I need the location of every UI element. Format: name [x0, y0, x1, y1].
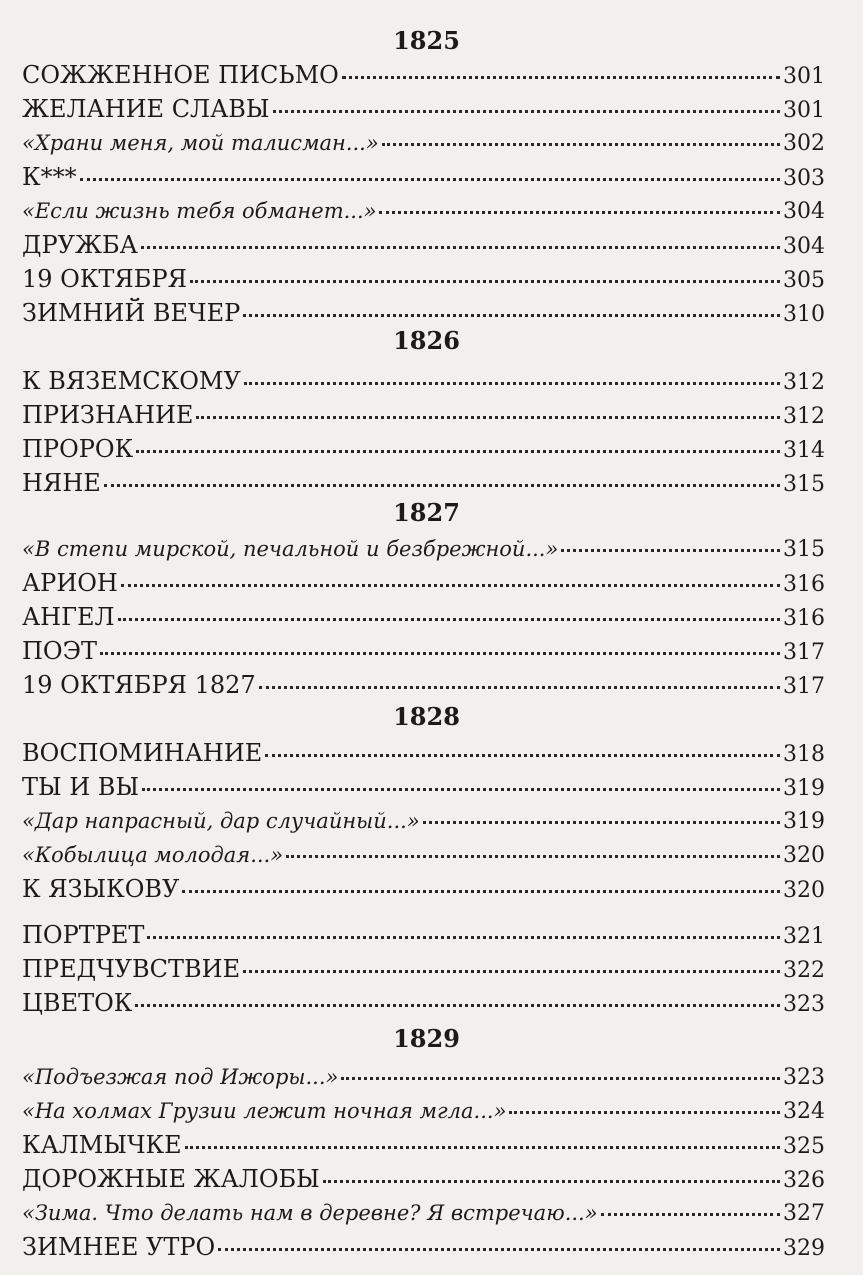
entry-page: 303: [783, 166, 825, 191]
leader-dots: [190, 280, 780, 283]
entry-title: ДОРОЖНЫЕ ЖАЛОБЫ: [22, 1165, 320, 1193]
entry-title: КАЛМЫЧКЕ: [22, 1131, 182, 1159]
entry-title: ПОЭТ: [22, 637, 97, 665]
leader-dots: [509, 1111, 780, 1114]
leader-dots: [218, 1248, 780, 1251]
leader-dots: [561, 549, 780, 552]
toc-entry: [22, 1060, 825, 1094]
toc-entry: [22, 58, 825, 92]
leader-dots: [147, 936, 780, 939]
entry-title: «Зима. Что делать нам в деревне? Я встречаю...»: [22, 1201, 598, 1225]
entry-page: 323: [783, 1065, 825, 1090]
leader-dots: [323, 1180, 780, 1183]
entry-page: 315: [783, 537, 825, 562]
entry-title: АНГЕЛ: [22, 603, 115, 631]
entry-page: 302: [783, 131, 825, 156]
toc-entry: [22, 566, 825, 600]
leader-dots: [286, 855, 780, 858]
leader-dots: [118, 618, 780, 621]
toc-entry: [22, 1128, 825, 1162]
entry-page: 326: [783, 1168, 825, 1193]
entry-title: ПРОРОК: [22, 435, 134, 463]
toc-entry: [22, 634, 825, 668]
toc-entry: [22, 296, 825, 330]
toc-entry: [22, 194, 825, 228]
leader-dots: [141, 246, 780, 249]
toc-entry: [22, 952, 825, 986]
entry-page: 320: [783, 843, 825, 868]
leader-dots: [244, 382, 780, 385]
entry-page: 317: [783, 640, 825, 665]
leader-dots: [423, 821, 780, 824]
leader-dots: [342, 76, 780, 79]
entry-title: К ЯЗЫКОВУ: [22, 875, 180, 903]
entry-page: 325: [783, 1134, 825, 1159]
entry-page: 323: [783, 992, 825, 1017]
entry-page: 305: [783, 268, 825, 293]
toc-entry: [22, 398, 825, 432]
entry-title: ЗИМНИЙ ВЕЧЕР: [22, 299, 241, 327]
toc-entry: [22, 838, 825, 872]
leader-dots: [136, 450, 780, 453]
entry-page: 312: [783, 370, 825, 395]
entry-title: ПОРТРЕТ: [22, 921, 145, 949]
entry-page: 301: [783, 98, 825, 123]
entry-title: НЯНЕ: [22, 469, 101, 497]
leader-dots: [382, 143, 780, 146]
toc-entry: [22, 432, 825, 466]
leader-dots: [341, 1077, 780, 1080]
toc-entry: [22, 126, 825, 160]
entry-title: «Дар напрасный, дар случайный...»: [22, 809, 420, 833]
leader-dots: [196, 416, 780, 419]
entry-page: 316: [783, 572, 825, 597]
entry-page: 304: [783, 199, 825, 224]
toc-entry: [22, 1094, 825, 1128]
leader-dots: [259, 686, 780, 689]
entry-title: К***: [22, 163, 77, 191]
year-heading: 1829: [393, 1024, 460, 1053]
entry-title: 19 ОКТЯБРЯ 1827: [22, 671, 256, 699]
leader-dots: [243, 970, 780, 973]
toc-entry: [22, 1230, 825, 1264]
leader-dots: [100, 652, 780, 655]
entry-title: «Если жизнь тебя обманет...»: [22, 199, 377, 223]
entry-title: «Кобылица молодая...»: [22, 843, 284, 867]
leader-dots: [142, 788, 780, 791]
entry-title: 19 ОКТЯБРЯ: [22, 265, 187, 293]
leader-dots: [265, 754, 780, 757]
entry-title: «На холмах Грузии лежит ночная мгла...»: [22, 1099, 507, 1123]
entry-title: «В степи мирской, печальной и безбрежной...»: [22, 537, 559, 561]
entry-title: ЗИМНЕЕ УТРО: [22, 1233, 216, 1261]
entry-page: 321: [783, 924, 825, 949]
leader-dots: [135, 1004, 780, 1007]
entry-page: 314: [783, 438, 825, 463]
toc-entry: [22, 668, 825, 702]
entry-page: 322: [783, 958, 825, 983]
entry-title: «Храни меня, мой талисман...»: [22, 131, 379, 155]
toc-entry: [22, 1196, 825, 1230]
leader-dots: [80, 178, 780, 181]
entry-title: ВОСПОМИНАНИЕ: [22, 739, 263, 767]
entry-title: ЦВЕТОК: [22, 989, 133, 1017]
toc-entry: [22, 804, 825, 838]
toc-entry: [22, 986, 825, 1020]
year-heading: 1826: [393, 326, 460, 355]
entry-page: 310: [783, 302, 825, 327]
toc-entry: [22, 872, 825, 906]
entry-page: 320: [783, 878, 825, 903]
toc-entry: [22, 160, 825, 194]
entry-title: «Подъезжая под Ижоры...»: [22, 1065, 339, 1089]
entry-title: СОЖЖЕННОЕ ПИСЬМО: [22, 61, 339, 89]
leader-dots: [182, 890, 780, 893]
year-heading: 1828: [393, 702, 460, 731]
entry-title: ПРЕДЧУВСТВИЕ: [22, 955, 241, 983]
entry-page: 329: [783, 1236, 825, 1261]
leader-dots: [601, 1213, 780, 1216]
entry-page: 318: [783, 742, 825, 767]
entry-page: 317: [783, 674, 825, 699]
entry-title: ТЫ И ВЫ: [22, 773, 140, 801]
leader-dots: [243, 314, 780, 317]
toc-entry: [22, 262, 825, 296]
leader-dots: [379, 211, 780, 214]
leader-dots: [104, 484, 780, 487]
entry-page: 319: [783, 776, 825, 801]
year-heading: 1827: [393, 498, 460, 527]
toc-entry: [22, 466, 825, 500]
toc-entry: [22, 532, 825, 566]
toc-entry: [22, 918, 825, 952]
entry-page: 316: [783, 606, 825, 631]
entry-page: 324: [783, 1099, 825, 1124]
entry-page: 327: [783, 1201, 825, 1226]
entry-page: 319: [783, 809, 825, 834]
entry-page: 315: [783, 472, 825, 497]
entry-title: К ВЯЗЕМСКОМУ: [22, 367, 241, 395]
entry-title: ЖЕЛАНИЕ СЛАВЫ: [22, 95, 270, 123]
leader-dots: [273, 110, 780, 113]
entry-title: ПРИЗНАНИЕ: [22, 401, 194, 429]
toc-entry: [22, 600, 825, 634]
toc-entry: [22, 92, 825, 126]
entry-page: 304: [783, 234, 825, 259]
entry-page: 312: [783, 404, 825, 429]
toc-entry: [22, 736, 825, 770]
leader-dots: [121, 584, 780, 587]
entry-title: АРИОН: [22, 569, 118, 597]
entry-page: 301: [783, 64, 825, 89]
year-heading: 1825: [393, 26, 460, 55]
toc-entry: [22, 364, 825, 398]
leader-dots: [185, 1146, 780, 1149]
toc-entry: [22, 770, 825, 804]
entry-title: ДРУЖБА: [22, 231, 138, 259]
toc-entry: [22, 228, 825, 262]
toc-entry: [22, 1162, 825, 1196]
